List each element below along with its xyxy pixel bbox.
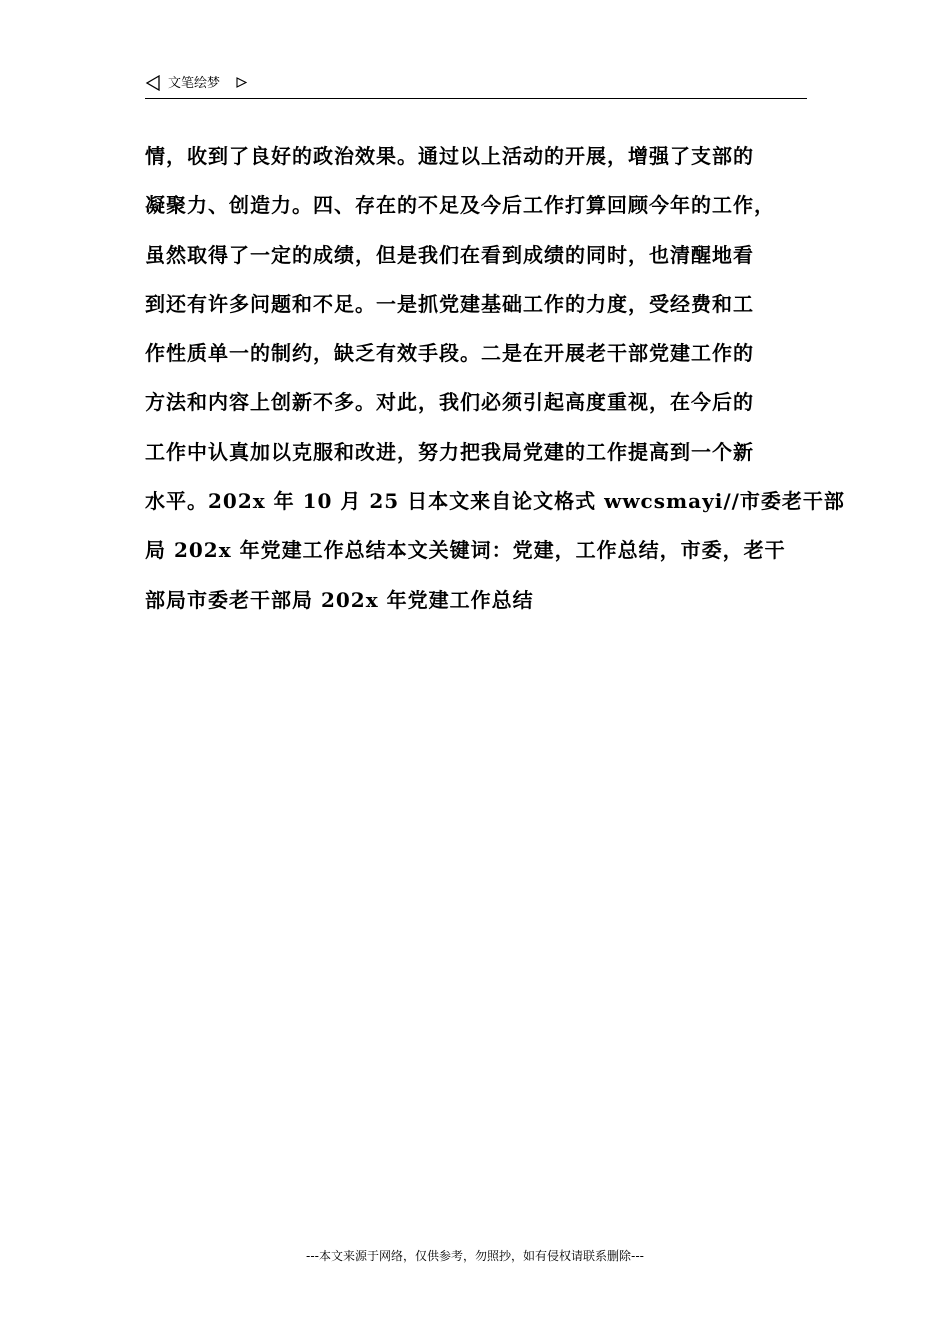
header-title: 文笔绘梦 xyxy=(168,76,221,91)
page-footer: ---本文来源于网络，仅供参考，勿照抄，如有侵权请联系删除--- xyxy=(306,1249,644,1263)
triangle-right-icon xyxy=(236,77,247,88)
document-body xyxy=(145,132,845,625)
body-line: 局 202x 年党建工作总结本文关键词：党建，工作总结，市委，老干 xyxy=(145,538,786,563)
body-line: 虽然取得了一定的成绩，但是我们在看到成绩的同时，也清醒地看 xyxy=(145,242,754,267)
body-line: 水平。202x 年 10 月 25 日本文来自论文格式 wwcsmayi//市委老干部 xyxy=(145,489,845,514)
body-line: 工作中认真加以克服和改进，努力把我局党建的工作提高到一个新 xyxy=(145,439,754,464)
page-header xyxy=(145,72,807,99)
body-line: 部局市委老干部局 202x 年党建工作总结 xyxy=(145,587,534,612)
body-line: 到还有许多问题和不足。一是抓党建基础工作的力度，受经费和工 xyxy=(145,291,754,316)
body-line: 作性质单一的制约，缺乏有效手段。二是在开展老干部党建工作的 xyxy=(145,341,754,366)
body-line: 凝聚力、创造力。四、存在的不足及今后工作打算回顾今年的工作， xyxy=(145,193,775,218)
body-line: 情，收到了良好的政治效果。通过以上活动的开展，增强了支部的 xyxy=(145,144,754,168)
triangle-left-icon xyxy=(145,75,161,91)
body-line: 方法和内容上创新不多。对此，我们必须引起高度重视，在今后的 xyxy=(145,390,754,415)
